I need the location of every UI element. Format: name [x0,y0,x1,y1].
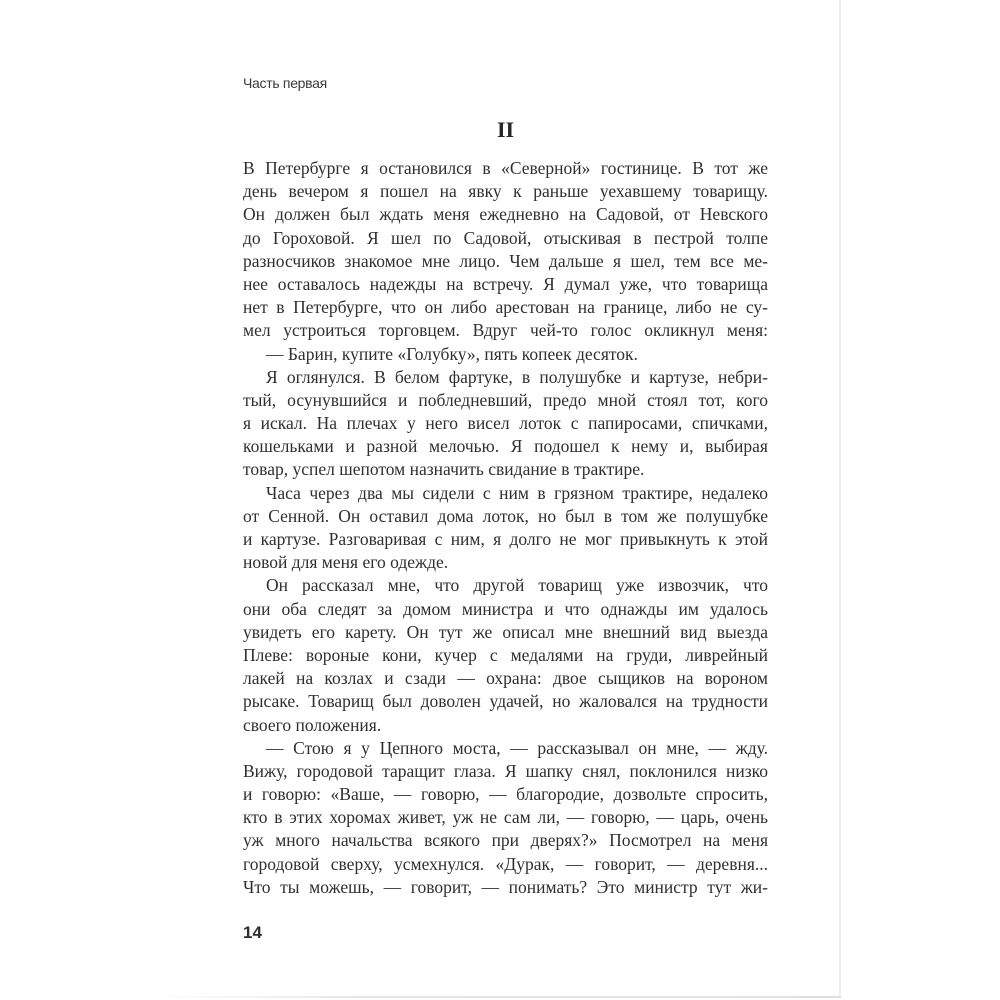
text-line: Часа через два мы сидели с ним в грязном трактире, недалеко [266,482,768,503]
text-line: разносчиков знакомое мне лицо. Чем дальше я шел, тем все ме- [243,250,768,271]
text-line: до Гороховой. Я шел по Садовой, отыскивая в пестрой толпе [243,227,768,248]
paragraph [243,366,768,482]
text-line: — Стою я у Цепного моста, — рассказывал он мне, — жду. [266,737,768,758]
text-line: своего положения. [243,714,382,735]
text-line: нет в Петербурге, что он либо арестован на границе, либо не су- [243,297,768,318]
text-line: товар, успел шепотом назначить свидание в трактире. [243,459,645,480]
text-line: кошельками и разной мелочью. Я подошел к нему и, выбирая [243,436,768,457]
page-edge-bottom [155,996,841,998]
paragraph [243,482,768,575]
page-edge-right [839,0,841,998]
text-line: и картузе. Разговаривая с ним, я долго не мог привыкнуть к этой [243,529,768,549]
paragraph [243,737,768,899]
text-line: Вижу, городовой таращит глаза. Я шапку снял, поклонился низко [243,760,768,781]
text-line: мел устроиться торговцем. Вдруг чей-то голос окликнул меня: [243,320,768,341]
text-line: лакей на козлах и сзади — охрана: двое сыщиков на вороном [243,668,768,689]
running-header: Часть первая [243,75,327,91]
body-text [243,157,768,899]
text-line: и говорю: «Ваше, — говорю, — благородие, дозвольте спросить, [243,784,768,805]
text-line: Он должен был ждать меня ежедневно на Садовой, от Невского [243,204,768,225]
text-line: нее оставалось надежды на встречу. Я думал уже, что товарища [243,273,768,294]
text-line: кто в этих хоромах живет, уж не сам ли, — говорю, — царь, очень [243,807,768,828]
text-line: Плеве: вороные кони, кучер с медалями на груди, ливрейный [243,644,768,665]
paragraph [243,157,768,343]
paragraph [243,343,768,366]
text-line: городовой сверху, усмехнулся. «Дурак, — говорит, — деревня... [243,853,768,874]
text-line: В Петербурге я остановился в «Северной» гостинице. В тот же [243,158,768,178]
page-number: 14 [243,923,262,942]
text-line: тый, осунувшийся и побледневший, предо мной стоял тот, кого [243,389,768,410]
text-line: Он рассказал мне, что другой товарищ уже извозчик, что [266,575,768,596]
text-line: новой для меня его одежде. [243,552,449,573]
text-line: я искал. На плечах у него висел лоток с папиросами, спичками, [243,413,768,434]
text-line: Я оглянулся. В белом фартуке, в полушубке и картузе, небри- [266,366,768,387]
text-line: от Сенной. Он оставил дома лоток, но был в том же полушубке [243,505,768,526]
text-line: они оба следят за домом министра и что однажды им удалось [243,598,768,619]
text-line: Что ты можешь, — говорит, — понимать? Это министр тут жи- [243,876,768,897]
text-line: рысаке. Товарищ был доволен удачей, но жаловался на трудности [243,691,768,712]
text-line: увидеть его карету. Он тут же описал мне внешний вид выезда [243,621,768,642]
chapter-heading: II [496,117,515,142]
text-line: — Барин, купите «Голубку», пять копеек десяток. [266,343,638,364]
text-line: уж много начальства всякого при дверях?» Посмотрел на меня [243,830,768,851]
text-line: день вечером я пошел на явку к раньше уехавшему товарищу. [243,181,768,202]
paragraph [243,574,768,736]
